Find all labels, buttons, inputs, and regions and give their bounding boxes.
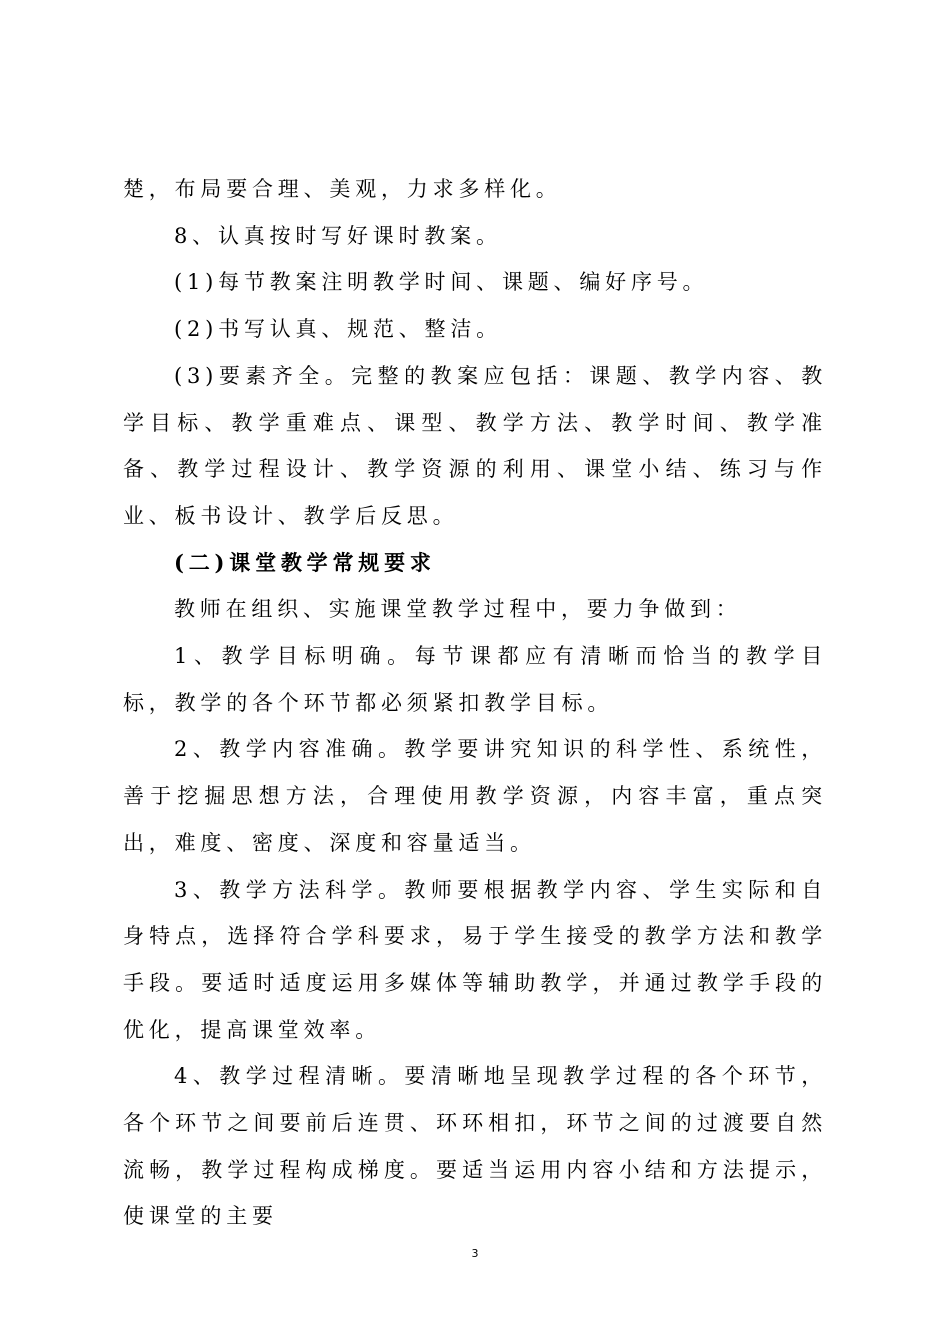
document-body [123,166,827,1240]
section-heading: (二)课堂教学常规要求 [174,549,436,575]
paragraph: 楚，布局要合理、美观，力求多样化。 [123,177,562,201]
paragraph: 教师在组织、实施课堂教学过程中，要力争做到： [174,597,742,622]
paragraph: (1)每节教案注明教学时间、课题、编好序号。 [174,270,709,295]
paragraph: 2、教学内容准确。教学要讲究知识的科学性、系统性，善于挖掘思想方法，合理使用教学资源，内容丰富，重点突出，难度、密度、深度和容量适当。 [123,737,827,855]
paragraph: 1、教学目标明确。每节课都应有清晰而恰当的教学目标，教学的各个环节都必须紧扣教学目标。 [123,644,827,715]
paragraph: (3)要素齐全。完整的教案应包括：课题、教学内容、教学目标、教学重难点、课型、教学方法、教学时间、教学准备、教学过程设计、教学资源的利用、课堂小结、练习与作业、板书设计、教学后反思。 [123,363,827,528]
page-number: 3 [471,1247,479,1260]
paragraph: (2)书写认真、规范、整洁。 [174,317,502,342]
paragraph: 4、教学过程清晰。要清晰地呈现教学过程的各个环节，各个环节之间要前后连贯、环环相扣，环节之间的过渡要自然流畅，教学过程构成梯度。要适当运用内容小结和方法提示，使课堂的主要 [123,1064,827,1229]
paragraph: 3、教学方法科学。教师要根据教学内容、学生实际和自身特点，选择符合学科要求，易于学生接受的教学方法和教学手段。要适时适度运用多媒体等辅助教学，并通过教学手段的优化，提高课堂效率。 [123,877,827,1042]
paragraph: 8、认真按时写好课时教案。 [174,223,502,248]
